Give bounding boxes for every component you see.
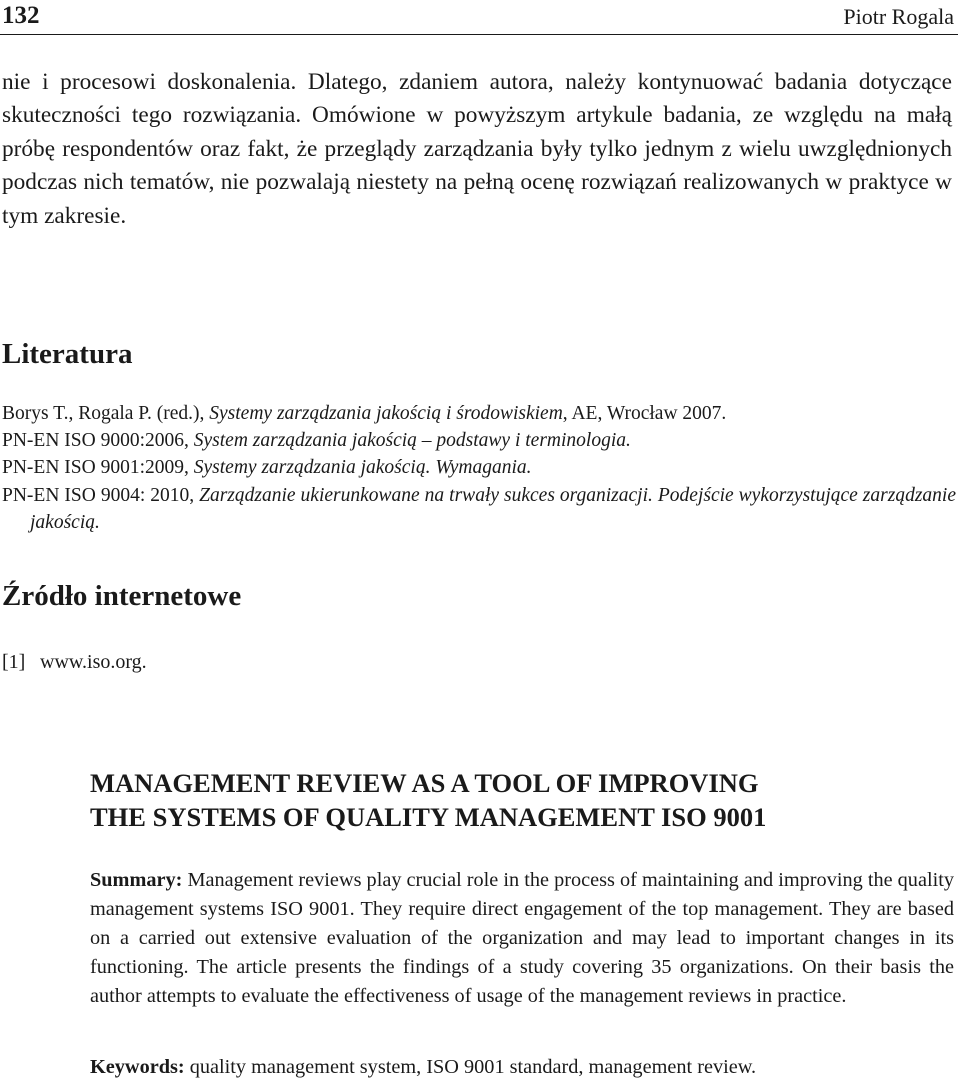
running-header bbox=[0, 0, 958, 35]
zrodlo-heading: Źródło internetowe bbox=[2, 580, 242, 612]
reference-item: PN-EN ISO 9000:2006, System zarządzania jakością – podstawy i terminologia. bbox=[2, 430, 631, 452]
english-title-line2: THE SYSTEMS OF QUALITY MANAGEMENT ISO 9001 bbox=[90, 802, 767, 832]
keywords bbox=[90, 1053, 954, 1082]
web-reference bbox=[2, 648, 147, 676]
reference-item: PN-EN ISO 9001:2009, Systemy zarządzania jakością. Wymagania. bbox=[2, 457, 532, 479]
summary-text: Management reviews play crucial role in the process of maintaining and improving the quality management systems ISO 9001. They require direct engagement of the top management. They are based on a carried out extensive evaluation of the organization and may lead to important changes in its functioning. The article presents the findings of a study covering 35 organizations. On their basis the author attempts to evaluate the effectiveness of usage of the management reviews in practice. bbox=[90, 869, 954, 1007]
summary bbox=[90, 866, 954, 1011]
page-number: 132 bbox=[2, 2, 40, 29]
literatura-heading: Literatura bbox=[2, 338, 133, 370]
reference-item: PN-EN ISO 9004: 2010, Zarządzanie ukierunkowane na trwały sukces organizacji. Podejście wykorzystujące zarządzanie jakością. bbox=[2, 484, 956, 533]
english-title-line1: MANAGEMENT REVIEW AS A TOOL OF IMPROVING bbox=[90, 768, 759, 798]
keywords-label: Keywords: bbox=[90, 1056, 185, 1078]
web-reference-url[interactable]: www.iso.org. bbox=[40, 651, 147, 673]
reference-list bbox=[2, 400, 956, 536]
reference-item: Borys T., Rogala P. (red.), Systemy zarządzania jakością i środowiskiem, AE, Wrocław 2007. bbox=[2, 403, 727, 424]
english-title bbox=[90, 766, 950, 834]
body-paragraph: nie i procesowi doskonalenia. Dlatego, zdaniem autora, należy kontynuować badania dotyczące skuteczności tego rozwiązania. Omówione w powyższym artykule badania, ze względu na małą próbę respondentów oraz fakt, że przeglądy zarządzania były tylko jednym z wielu uwzględnionych podczas nich tematów, nie pozwalają niestety na pełną ocenę rozwiązań realizowanych w praktyce w tym zakresie. bbox=[2, 69, 952, 229]
keywords-text: quality management system, ISO 9001 standard, management review. bbox=[184, 1056, 757, 1078]
running-author: Piotr Rogala bbox=[843, 4, 954, 29]
web-reference-number: [1] bbox=[2, 651, 26, 673]
summary-label: Summary: bbox=[90, 869, 183, 891]
